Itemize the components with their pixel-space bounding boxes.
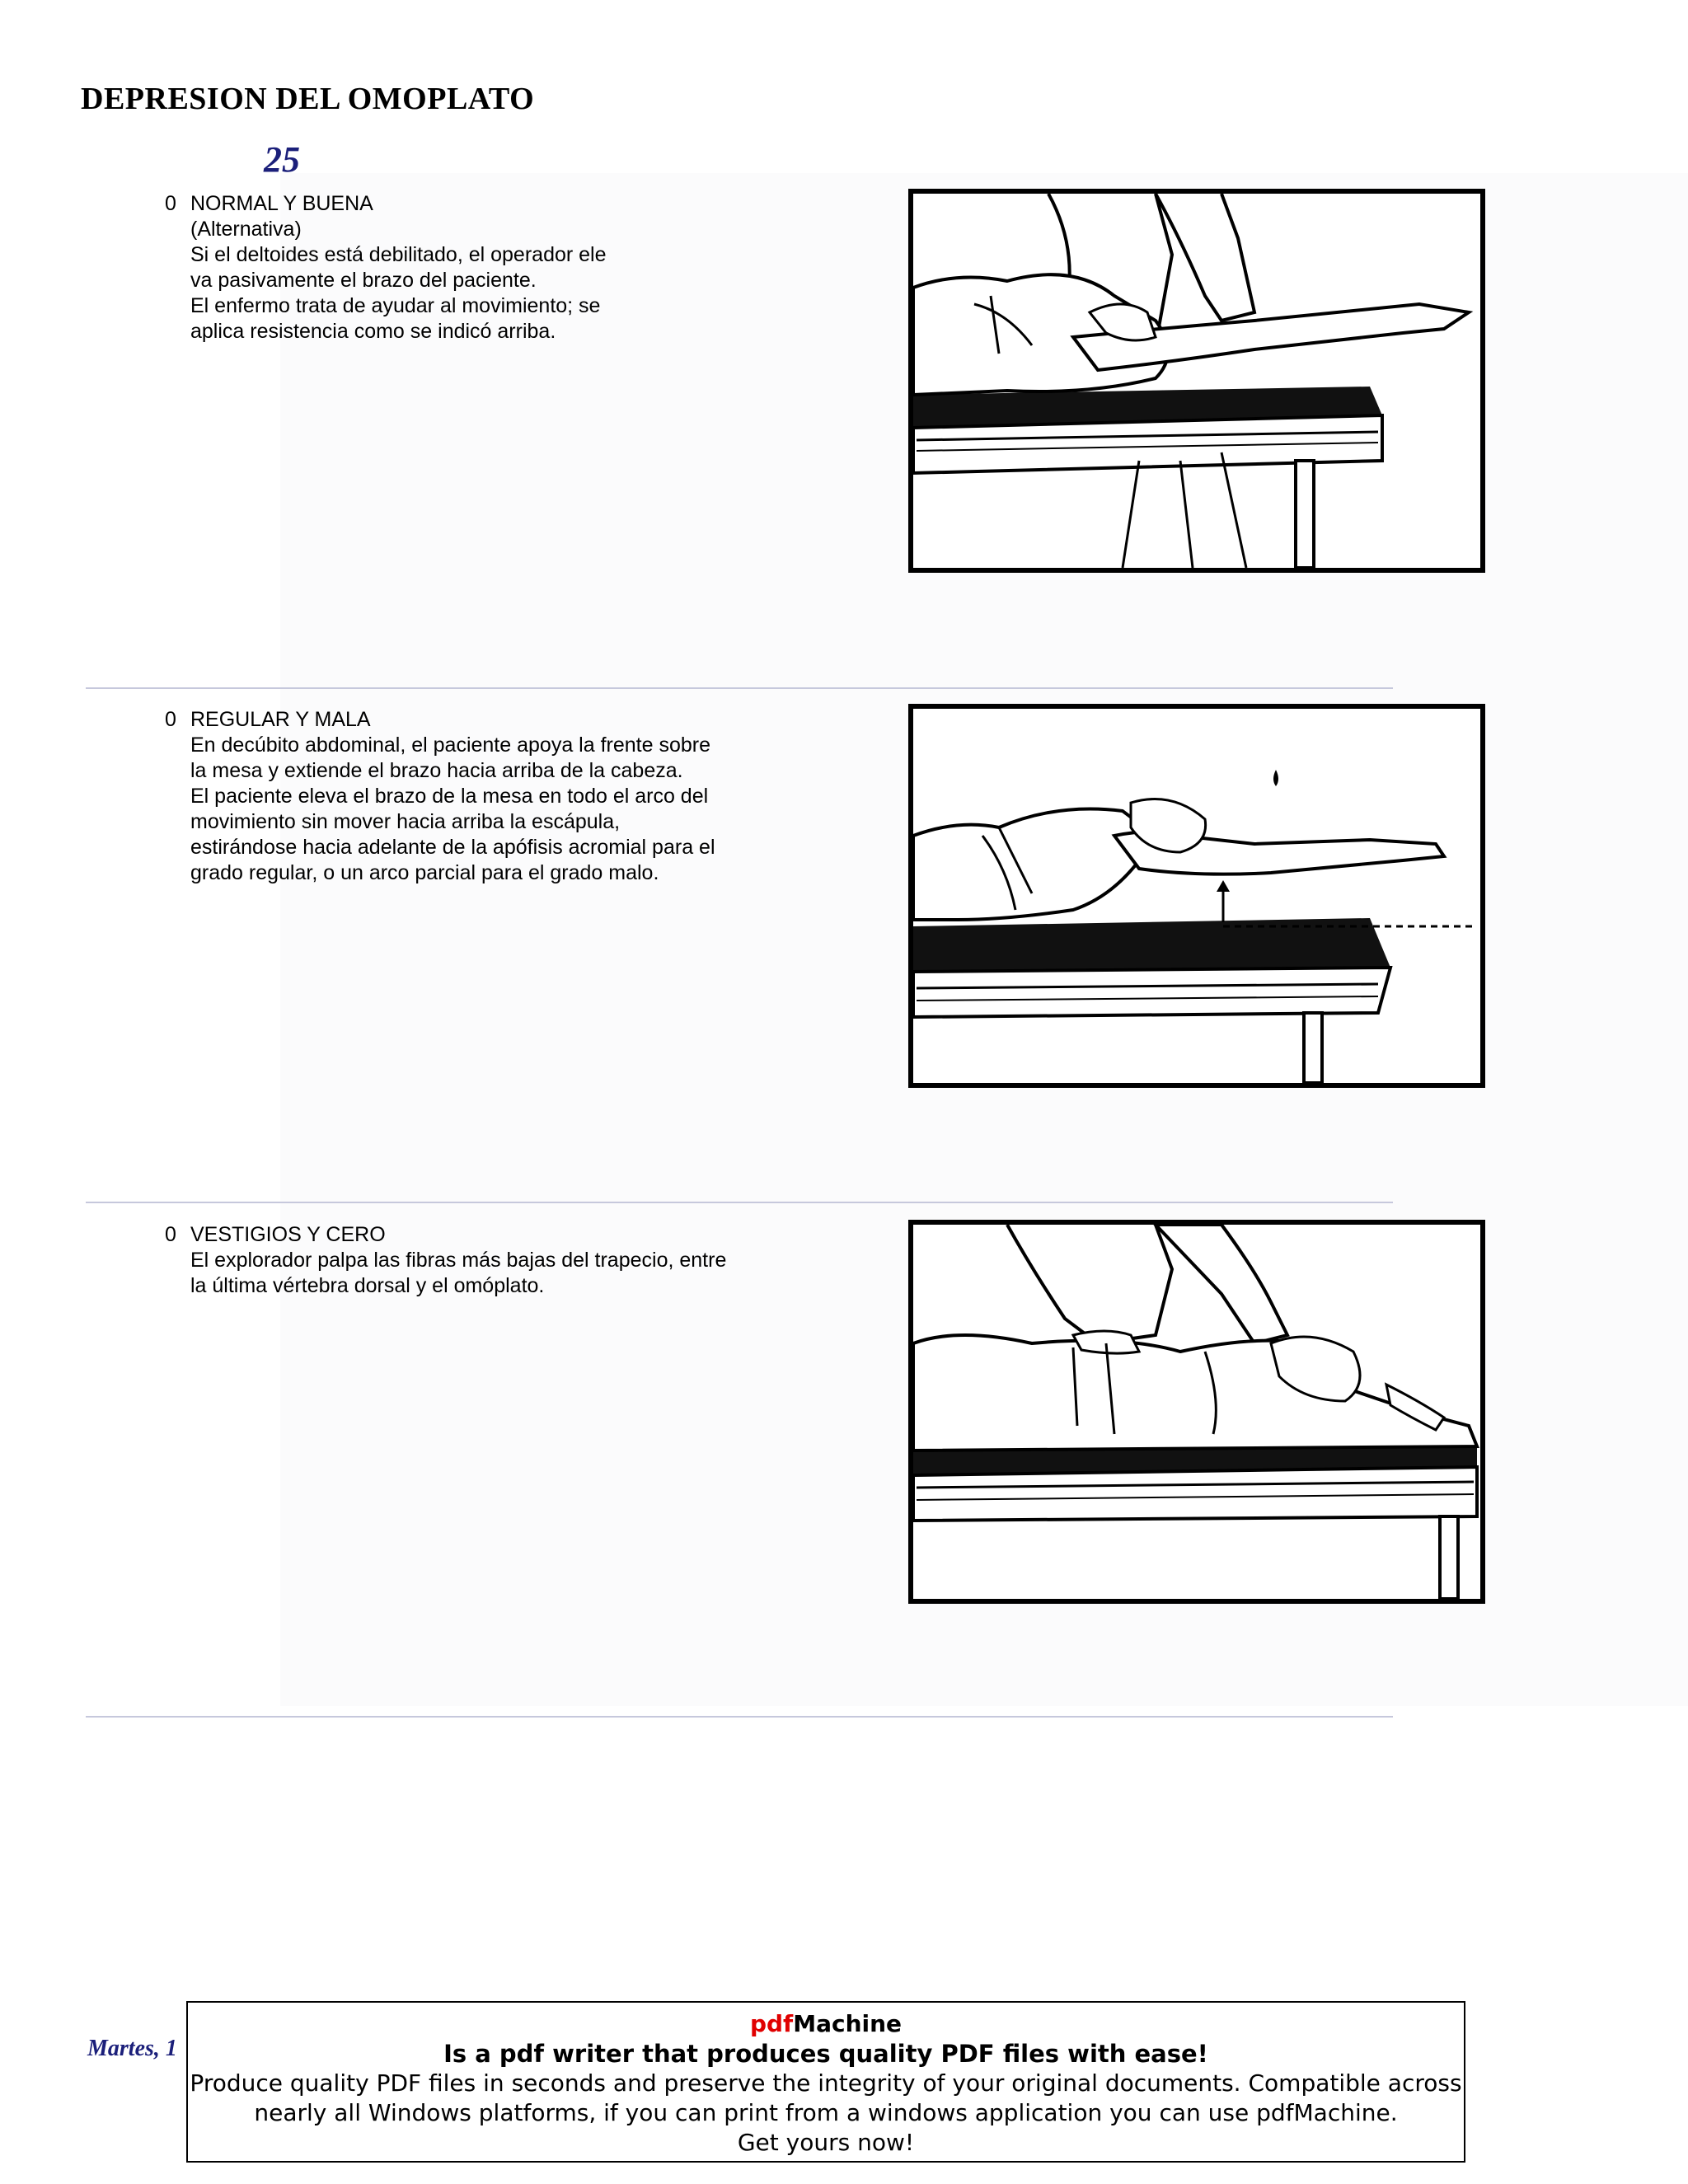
section-heading: VESTIGIOS Y CERO xyxy=(190,1223,386,1246)
page-number: 25 xyxy=(264,139,300,180)
section-divider xyxy=(86,1202,1393,1203)
section-line: estirándose hacia adelante de la apófisis acromial para el xyxy=(190,836,715,859)
ad-line-1: Produce quality PDF files in seconds and preserve the integrity of your original documents. Compatible across xyxy=(190,2069,1462,2097)
section-line: va pasivamente el brazo del paciente. xyxy=(190,269,537,292)
ad-call-to-action[interactable]: Get yours now! xyxy=(737,2129,915,2156)
illustration-regular-mala xyxy=(908,704,1485,1088)
illustration-vestigios-cero xyxy=(908,1220,1485,1604)
section-line: El enfermo trata de ayudar al movimiento; se xyxy=(190,294,601,317)
section-line: El paciente eleva el brazo de la mesa en todo el arco del xyxy=(190,785,709,808)
ad-brand-prefix: pdf xyxy=(749,2010,794,2037)
ad-tagline: Is a pdf writer that produces quality PDF files with ease! xyxy=(443,2040,1208,2068)
section-line: (Alternativa) xyxy=(190,218,302,241)
pdfmachine-banner[interactable] xyxy=(186,2001,1465,2163)
section-line: la última vértebra dorsal y el omóplato. xyxy=(190,1274,545,1297)
illustration-normal-buena xyxy=(908,189,1485,573)
section-bullet: 0 xyxy=(165,192,176,215)
section-divider xyxy=(86,687,1393,689)
section-bullet: 0 xyxy=(165,1223,176,1246)
section-line: El explorador palpa las fibras más bajas del trapecio, entre xyxy=(190,1249,727,1272)
section-line: En decúbito abdominal, el paciente apoya la frente sobre xyxy=(190,733,710,757)
ad-line-2: nearly all Windows platforms, if you can print from a windows application you can use pdfMachine. xyxy=(254,2099,1398,2126)
ad-brand[interactable] xyxy=(188,2009,1464,2039)
section-divider xyxy=(86,1716,1393,1718)
ad-brand-suffix: Machine xyxy=(793,2010,903,2037)
section-bullet: 0 xyxy=(165,708,176,731)
section-line: Si el deltoides está debilitado, el operador ele xyxy=(190,243,607,266)
section-line: grado regular, o un arco parcial para el grado malo. xyxy=(190,861,659,884)
section-line: aplica resistencia como se indicó arriba. xyxy=(190,320,556,343)
page-title: DEPRESION DEL OMOPLATO xyxy=(81,82,535,116)
section-heading: NORMAL Y BUENA xyxy=(190,192,373,215)
section-line: la mesa y extiende el brazo hacia arriba de la cabeza. xyxy=(190,759,683,782)
section-line: movimiento sin mover hacia arriba la escápula, xyxy=(190,810,621,833)
section-heading: REGULAR Y MALA xyxy=(190,708,371,731)
footer-date: Martes, 1 xyxy=(87,2036,177,2061)
